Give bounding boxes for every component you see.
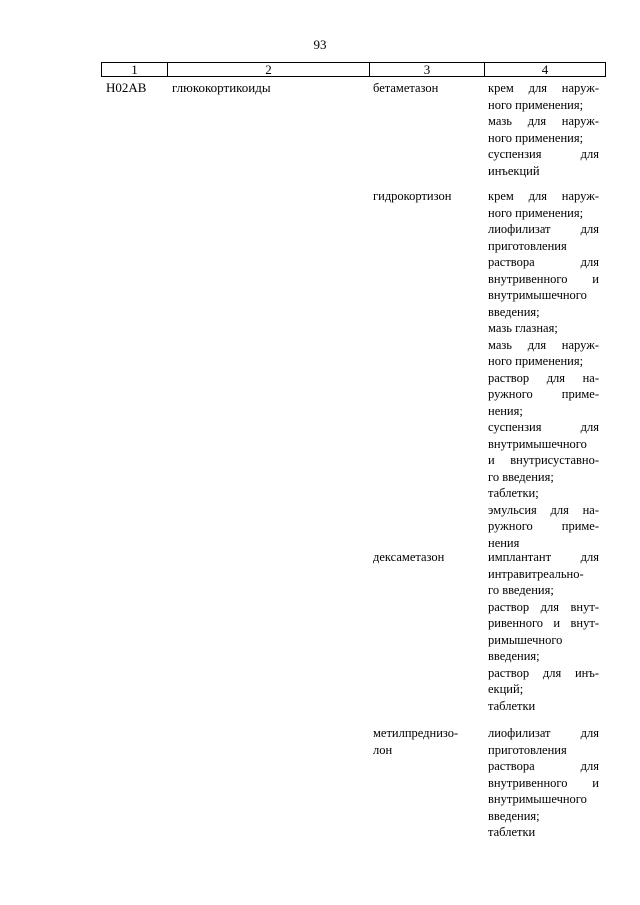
column-header-1: 1 [102, 63, 168, 77]
dosage-form-line: и внутрисуставно- [488, 453, 599, 467]
drug-name-line: метилпреднизо- [373, 726, 459, 740]
dosage-form-line: раствора для [488, 255, 599, 269]
dosage-forms [488, 188, 599, 551]
dosage-form-line: екций; [488, 682, 524, 696]
dosage-form-line: раствора для [488, 759, 599, 773]
dosage-form-line: римышечного [488, 632, 563, 647]
dosage-forms [488, 725, 599, 841]
drug-name [373, 80, 475, 97]
column-header-3: 3 [370, 63, 485, 77]
dosage-form-line: ного применения; [488, 205, 584, 220]
dosage-form-line: таблетки [488, 825, 536, 839]
dosage-form-line: ружного приме- [488, 387, 599, 401]
dosage-form-line: суспензия для [488, 420, 599, 434]
dosage-form-line: лиофилизат для [488, 726, 599, 740]
dosage-form-line: ного применения; [488, 130, 584, 145]
dosage-forms [488, 80, 599, 179]
dosage-form-line: приготовления [488, 742, 567, 757]
dosage-form-line: таблетки [488, 698, 536, 713]
dosage-form-line: внутривенного и [488, 271, 599, 286]
dosage-form-line: раствор для внут- [488, 599, 599, 614]
dosage-form-line: крем для наруж- [488, 81, 599, 95]
dosage-form-line: лиофилизат для [488, 222, 599, 236]
drug-name [373, 549, 475, 566]
dosage-form-line: нения; [488, 403, 523, 418]
dosage-form-line: инъекций [488, 163, 540, 178]
dosage-form-line: ного применения; [488, 97, 584, 112]
dosage-form-line: раствор для на- [488, 370, 599, 385]
column-header-2: 2 [168, 63, 370, 77]
dosage-forms [488, 549, 599, 714]
drug-name-line: дексаметазон [373, 550, 445, 564]
column-header-4: 4 [485, 63, 606, 77]
dosage-form-line: мазь для наруж- [488, 337, 599, 352]
dosage-form-line: раствор для инъ- [488, 665, 599, 680]
dosage-form-line: мазь для наруж- [488, 114, 599, 128]
dosage-form-line: нения [488, 535, 520, 550]
dosage-form-line: суспензия для [488, 147, 599, 161]
dosage-form-line: внутримышечного [488, 288, 587, 302]
dosage-form-line: ружного приме- [488, 519, 599, 533]
drug-name [373, 188, 475, 205]
dosage-form-line: внутримышечного [488, 436, 587, 451]
drug-name-line: лон [373, 742, 393, 757]
page-number: 93 [313, 37, 327, 52]
dosage-form-line: внутримышечного [488, 792, 587, 806]
dosage-form-line: эмульсия для на- [488, 502, 599, 517]
dosage-form-line: ного применения; [488, 354, 584, 368]
dosage-form-line: ривенного и внут- [488, 616, 599, 630]
dosage-form-line: имплантант для [488, 550, 599, 564]
dosage-form-line: мазь глазная; [488, 321, 558, 335]
dosage-form-line: го введения; [488, 583, 554, 597]
dosage-form-line: таблетки; [488, 486, 539, 500]
atc-code: H02AB [106, 80, 147, 95]
dosage-form-line: крем для наруж- [488, 189, 599, 203]
dosage-form-line: интравитреально- [488, 566, 584, 581]
drug-name-line: гидрокортизон [373, 189, 452, 203]
dosage-form-line: введения; [488, 649, 540, 663]
drug-name [373, 725, 475, 758]
dosage-form-line: го введения; [488, 469, 554, 484]
drug-name-line: бетаметазон [373, 81, 439, 95]
dosage-form-line: введения; [488, 304, 540, 319]
column-header-table [101, 62, 606, 77]
dosage-form-line: введения; [488, 808, 540, 823]
dosage-form-line: приготовления [488, 238, 567, 253]
dosage-form-line: внутривенного и [488, 775, 599, 790]
pharmacological-group: глюкокортикоиды [172, 80, 271, 95]
